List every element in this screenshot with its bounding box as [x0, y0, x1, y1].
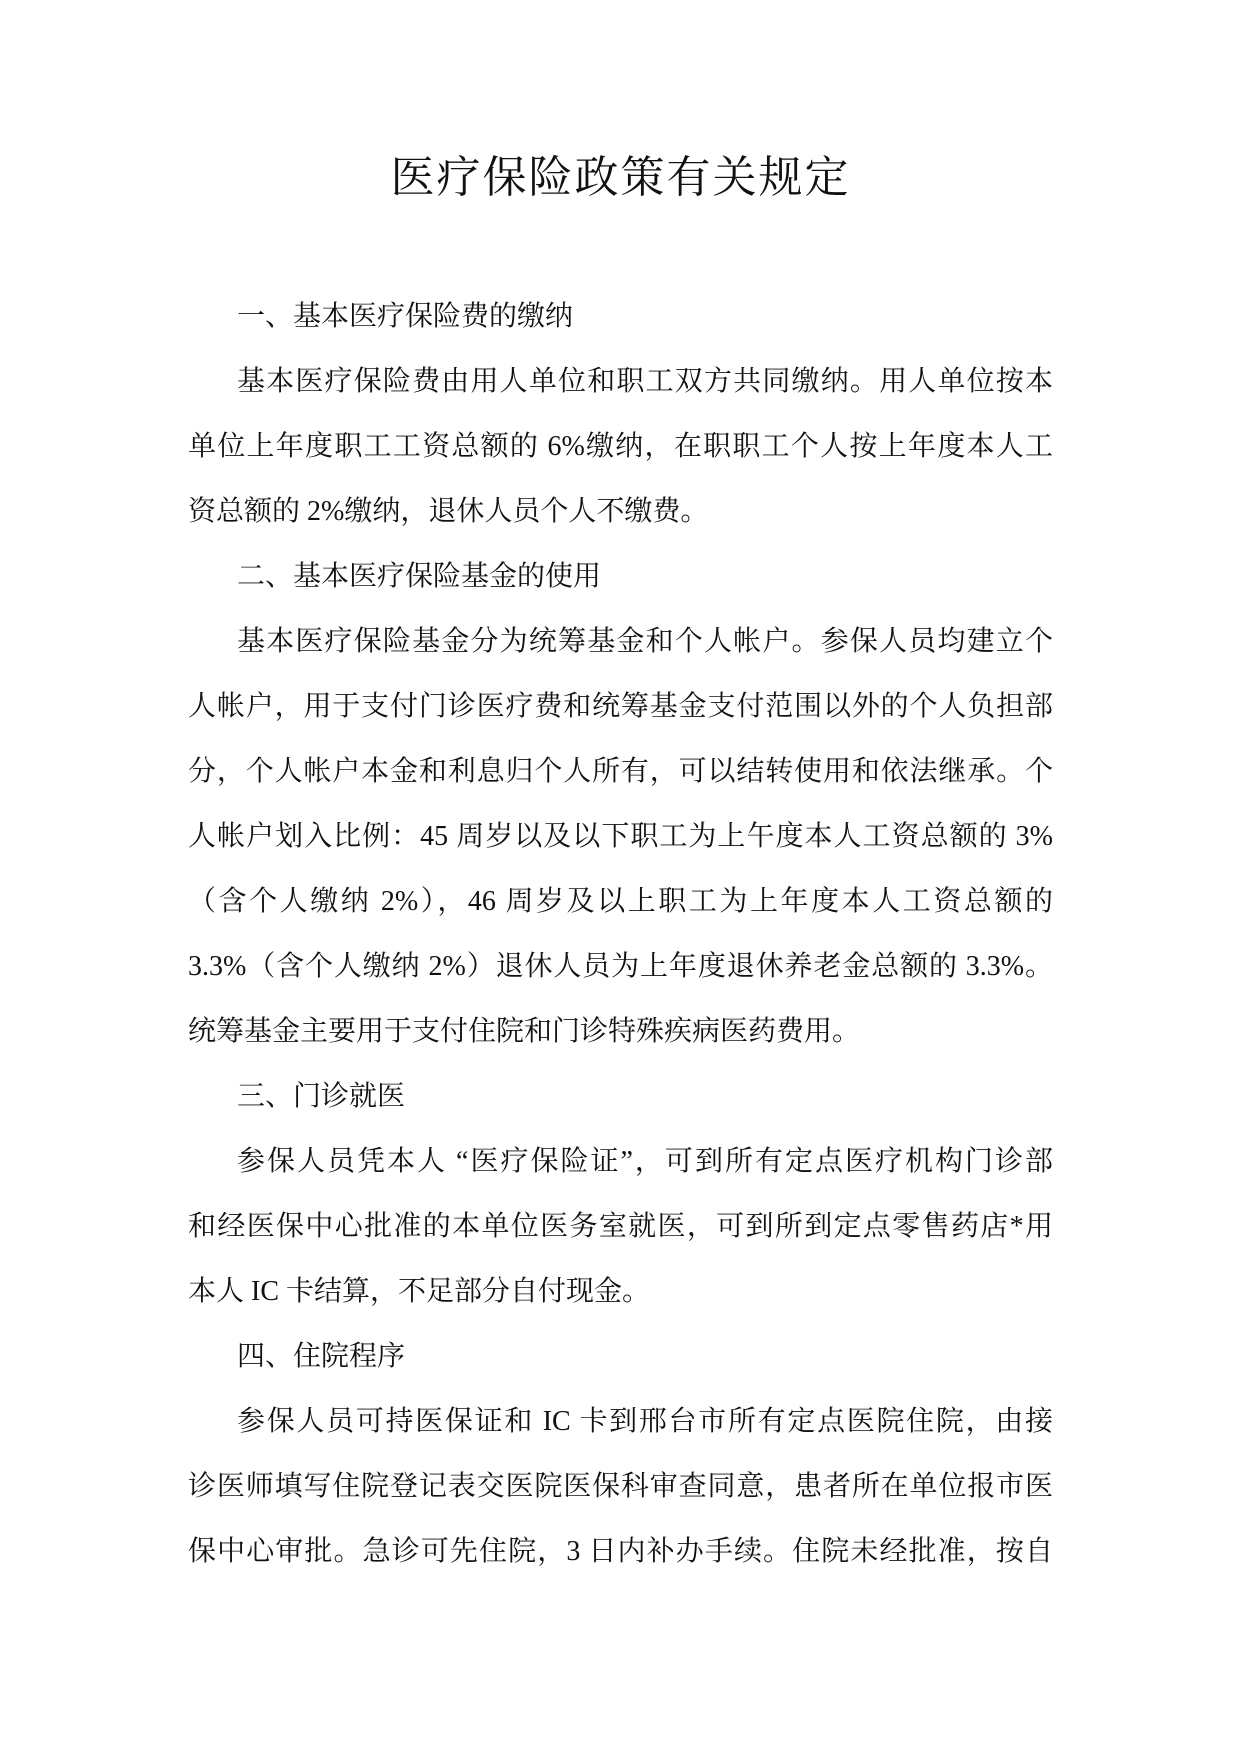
section-heading: 二、基本医疗保险基金的使用	[237, 561, 602, 592]
section-heading: 三、门诊就医	[237, 1081, 406, 1112]
text-line: 基本医疗保险费由用人单位和职工双方共同缴纳。用人单位按本	[237, 366, 1053, 397]
text-line: 诊医师填写住院登记表交医院医保科审查同意，患者所在单位报市医	[188, 1471, 1053, 1502]
text-line: 统筹基金主要用于支付住院和门诊特殊疾病医药费用。	[188, 1016, 861, 1047]
text-line: 和经医保中心批准的本单位医务室就医，可到所到定点零售药店*用	[188, 1211, 1053, 1242]
document-body	[188, 284, 1053, 1584]
section-heading: 一、基本医疗保险费的缴纳	[237, 301, 574, 332]
text-line: 分，个人帐户本金和利息归个人所有，可以结转使用和依法继承。个	[188, 756, 1053, 787]
section-heading: 四、住院程序	[237, 1341, 406, 1372]
text-line: 保中心审批。急诊可先住院，3 日内补办手续。住院未经批准，按自	[188, 1536, 1053, 1567]
text-line: 参保人员凭本人 “医疗保险证”，可到所有定点医疗机构门诊部	[237, 1146, 1053, 1177]
text-line: 基本医疗保险基金分为统筹基金和个人帐户。参保人员均建立个	[237, 626, 1053, 657]
text-line: 参保人员可持医保证和 IC 卡到邢台市所有定点医院住院，由接	[237, 1406, 1053, 1437]
document-title: 医疗保险政策有关规定	[390, 153, 851, 202]
text-line: 人帐户，用于支付门诊医疗费和统筹基金支付范围以外的个人负担部	[188, 691, 1053, 722]
text-line: 3.3%（含个人缴纳 2%）退休人员为上年度退休养老金总额的 3.3%。	[188, 951, 1053, 982]
text-line: 单位上年度职工工资总额的 6%缴纳，在职职工个人按上年度本人工	[188, 431, 1053, 462]
text-line: 资总额的 2%缴纳，退休人员个人不缴费。	[188, 496, 709, 527]
text-line: （含个人缴纳 2%），46 周岁及以上职工为上年度本人工资总额的	[188, 886, 1053, 917]
text-line: 本人 IC 卡结算，不足部分自付现金。	[188, 1276, 651, 1307]
text-line: 人帐户划入比例：45 周岁以及以下职工为上午度本人工资总额的 3%	[188, 821, 1053, 852]
